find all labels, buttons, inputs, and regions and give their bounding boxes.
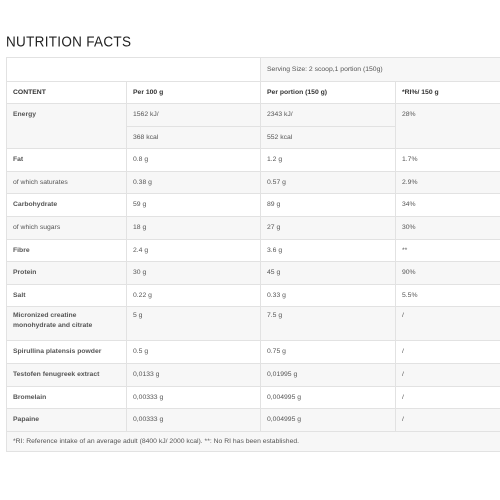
table-row xyxy=(7,307,500,341)
header-per-portion: Per portion (150 g) xyxy=(261,82,396,104)
serving-spacer-cell xyxy=(7,58,261,82)
table-row xyxy=(7,363,500,386)
nutrient-label: Micronized creatine monohydrate and citrate xyxy=(7,307,127,341)
table-row xyxy=(7,386,500,409)
table-row xyxy=(7,409,500,432)
value-ri: 30% xyxy=(396,216,500,239)
value-ri: ** xyxy=(396,239,500,262)
value-per-portion: 3.6 g xyxy=(261,239,396,262)
nutrient-label: Carbohydrate xyxy=(7,194,127,217)
value-per-100g: 18 g xyxy=(127,216,261,239)
table-row xyxy=(7,239,500,262)
nutrient-label: Salt xyxy=(7,284,127,307)
nutrient-label: Protein xyxy=(7,262,127,285)
value-per-portion: 1.2 g xyxy=(261,149,396,172)
nutrition-table xyxy=(6,57,500,452)
value-ri: / xyxy=(396,341,500,364)
energy-per100-kcal: 368 kcal xyxy=(127,126,261,149)
table-row xyxy=(7,171,500,194)
value-per-portion: 0,004995 g xyxy=(261,409,396,432)
value-ri: / xyxy=(396,409,500,432)
value-ri: / xyxy=(396,363,500,386)
value-ri: 34% xyxy=(396,194,500,217)
nutrient-label: of which sugars xyxy=(7,216,127,239)
serving-size-cell: Serving Size: 2 scoop,1 portion (150g) xyxy=(261,58,500,82)
value-per-portion: 0,004995 g xyxy=(261,386,396,409)
value-per-100g: 59 g xyxy=(127,194,261,217)
energy-portion-kcal: 552 kcal xyxy=(261,126,396,149)
footnote: *RI: Reference intake of an average adult (8400 kJ/ 2000 kcal). **: No RI has been established. xyxy=(7,431,500,452)
value-per-portion: 0.33 g xyxy=(261,284,396,307)
energy-portion-kj: 2343 kJ/ xyxy=(261,104,396,127)
value-per-portion: 7.5 g xyxy=(261,307,396,341)
table-row xyxy=(7,216,500,239)
value-per-100g: 0.22 g xyxy=(127,284,261,307)
table-row xyxy=(7,194,500,217)
value-per-100g: 0,00333 g xyxy=(127,386,261,409)
value-per-100g: 2.4 g xyxy=(127,239,261,262)
header-per-100g: Per 100 g xyxy=(127,82,261,104)
nutrient-label: Testofen fenugreek extract xyxy=(7,363,127,386)
nutrient-label: Fibre xyxy=(7,239,127,262)
value-ri: 90% xyxy=(396,262,500,285)
value-per-100g: 5 g xyxy=(127,307,261,341)
value-ri: 2.9% xyxy=(396,171,500,194)
serving-size-row xyxy=(7,58,500,82)
table-row-energy-kj xyxy=(7,104,500,127)
nutrient-label: Fat xyxy=(7,149,127,172)
value-ri: / xyxy=(396,307,500,341)
nutrient-label: Spirullina platensis powder xyxy=(7,341,127,364)
value-per-100g: 30 g xyxy=(127,262,261,285)
value-per-portion: 89 g xyxy=(261,194,396,217)
value-per-100g: 0.8 g xyxy=(127,149,261,172)
value-per-100g: 0.5 g xyxy=(127,341,261,364)
value-per-100g: 0,0133 g xyxy=(127,363,261,386)
value-per-portion: 0.75 g xyxy=(261,341,396,364)
header-ri: *RI%/ 150 g xyxy=(396,82,500,104)
table-row xyxy=(7,262,500,285)
nutrient-label: Papaine xyxy=(7,409,127,432)
energy-label: Energy xyxy=(7,104,127,149)
value-per-portion: 45 g xyxy=(261,262,396,285)
value-per-portion: 0,01995 g xyxy=(261,363,396,386)
value-per-100g: 0.38 g xyxy=(127,171,261,194)
header-content: CONTENT xyxy=(7,82,127,104)
value-ri: / xyxy=(396,386,500,409)
value-per-portion: 27 g xyxy=(261,216,396,239)
value-ri: 5.5% xyxy=(396,284,500,307)
energy-ri: 28% xyxy=(396,104,500,149)
nutrient-label: of which saturates xyxy=(7,171,127,194)
footnote-row xyxy=(7,431,500,452)
nutrient-label: Bromelain xyxy=(7,386,127,409)
table-row xyxy=(7,341,500,364)
value-per-portion: 0.57 g xyxy=(261,171,396,194)
table-row xyxy=(7,284,500,307)
value-ri: 1.7% xyxy=(396,149,500,172)
table-header-row xyxy=(7,82,500,104)
value-per-100g: 0,00333 g xyxy=(127,409,261,432)
energy-per100-kj: 1562 kJ/ xyxy=(127,104,261,127)
page-title: NUTRITION FACTS xyxy=(6,33,132,50)
table-row xyxy=(7,149,500,172)
